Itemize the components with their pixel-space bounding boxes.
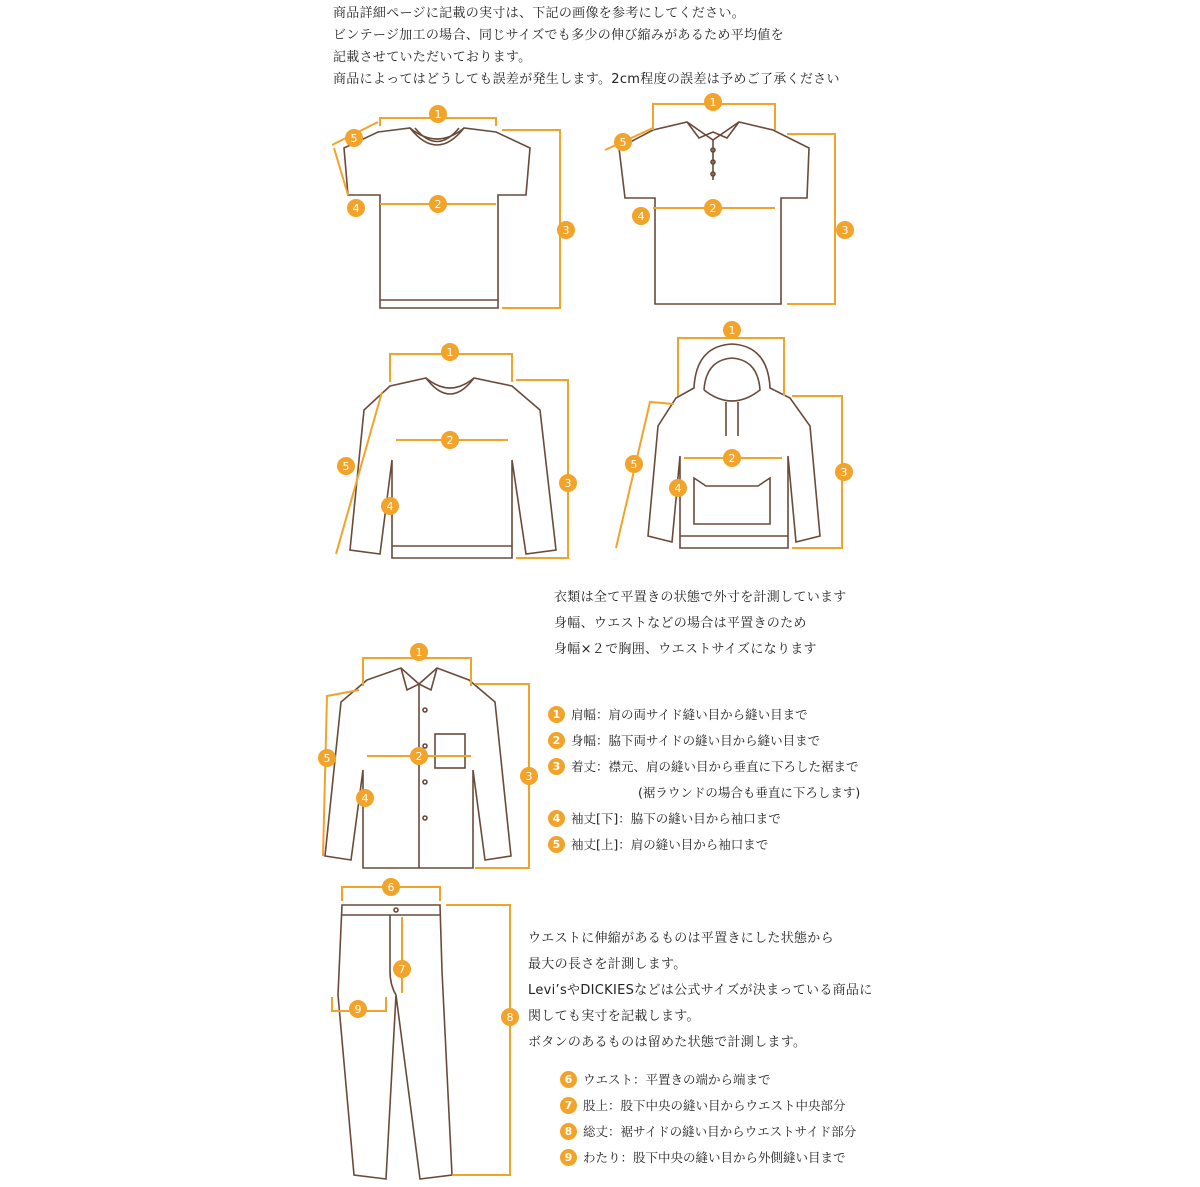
marker-badge: 5 <box>548 836 565 853</box>
pants-note-line: 関しても実寸を記載します。 <box>528 1009 700 1024</box>
intro-line: ビンテージ加工の場合、同じサイズでも多少の伸び縮みがあるため平均値を <box>333 28 784 43</box>
svg-text:5: 5 <box>342 460 350 473</box>
svg-text:2: 2 <box>446 434 454 447</box>
svg-text:1: 1 <box>728 324 736 337</box>
pants-note-line: ボタンのあるものは留めた状態で計測します。 <box>528 1035 807 1050</box>
marker-2 <box>441 431 459 449</box>
marker-badge: 6 <box>560 1071 577 1088</box>
svg-text:3: 3 <box>840 466 848 479</box>
svg-text:5: 5 <box>630 458 638 471</box>
svg-text:8: 8 <box>506 1011 514 1024</box>
legend-item-6 <box>560 1068 771 1090</box>
marker-badge: 1 <box>548 706 565 723</box>
marker-3 <box>835 463 853 481</box>
marker-2 <box>723 449 741 467</box>
marker-3 <box>557 221 575 239</box>
svg-text:3: 3 <box>841 224 849 237</box>
polo-diagram <box>595 90 865 320</box>
pants-note-line: 最大の長さを計測します。 <box>528 957 687 972</box>
svg-text:5: 5 <box>323 752 331 765</box>
marker-8 <box>501 1008 519 1026</box>
marker-5 <box>318 749 336 767</box>
marker-4 <box>347 199 365 217</box>
marker-3 <box>559 474 577 492</box>
marker-1 <box>723 321 741 339</box>
pants-note-line: ウエストに伸縮があるものは平置きにした状態から <box>528 931 834 946</box>
legend-label: 総丈：裾サイドの縫い目からウエストサイド部分 <box>583 1124 857 1139</box>
legend-item-1 <box>548 703 808 725</box>
legend-item-8 <box>560 1120 856 1142</box>
svg-text:1: 1 <box>709 96 717 109</box>
legend-item-2 <box>548 729 820 751</box>
marker-4 <box>632 207 650 225</box>
marker-3 <box>520 767 538 785</box>
marker-badge: 2 <box>548 732 565 749</box>
pants-note <box>528 927 948 1067</box>
intro-line: 記載させていただいております。 <box>333 50 532 65</box>
marker-2 <box>704 199 722 217</box>
marker-9 <box>349 1000 367 1018</box>
svg-text:3: 3 <box>562 224 570 237</box>
svg-text:4: 4 <box>637 210 645 223</box>
svg-text:2: 2 <box>728 452 736 465</box>
svg-text:4: 4 <box>361 792 369 805</box>
legend-item-9 <box>560 1146 846 1168</box>
marker-4 <box>381 497 399 515</box>
measure-note-line: 身幅×２で胸囲、ウエストサイズになります <box>554 642 817 657</box>
pants-legend <box>560 1068 920 1178</box>
legend-label: 肩幅：肩の両サイド縫い目から縫い目まで <box>571 707 808 722</box>
marker-badge: 8 <box>560 1123 577 1140</box>
marker-5 <box>625 455 643 473</box>
marker-badge: 9 <box>560 1149 577 1166</box>
svg-text:1: 1 <box>434 108 442 121</box>
svg-text:1: 1 <box>415 646 423 659</box>
legend-label: 股上：股下中央の縫い目からウエスト中央部分 <box>583 1098 846 1113</box>
shirt-diagram <box>305 640 545 875</box>
svg-text:7: 7 <box>398 963 406 976</box>
measure-note-line: 衣類は全て平置きの状態で外寸を計測しています <box>554 590 847 605</box>
tshirt-diagram <box>320 100 590 320</box>
marker-5 <box>345 129 363 147</box>
svg-text:3: 3 <box>564 477 572 490</box>
intro-text <box>333 2 933 102</box>
marker-6 <box>382 878 400 896</box>
svg-text:4: 4 <box>386 500 394 513</box>
measure-note-line: 身幅、ウエストなどの場合は平置きのため <box>554 616 807 631</box>
pants-note-line: Levi’sやDICKIESなどは公式サイズが決まっている商品に <box>528 983 873 998</box>
marker-3 <box>836 221 854 239</box>
svg-text:2: 2 <box>415 750 423 763</box>
sweatshirt-diagram <box>330 340 590 580</box>
legend-item-3 <box>548 755 859 777</box>
svg-text:6: 6 <box>387 881 395 894</box>
pants-diagram <box>320 875 530 1187</box>
svg-text:5: 5 <box>619 136 627 149</box>
legend-label: ウエスト：平置きの端から端まで <box>583 1072 771 1087</box>
marker-4 <box>669 479 687 497</box>
svg-text:3: 3 <box>525 770 533 783</box>
legend-label: わたり：股下中央の縫い目から外側縫い目まで <box>583 1150 846 1165</box>
marker-5 <box>337 457 355 475</box>
svg-text:2: 2 <box>709 202 717 215</box>
marker-badge: 3 <box>548 758 565 775</box>
marker-2 <box>429 195 447 213</box>
legend-item-5 <box>548 833 768 855</box>
legend-item-4 <box>548 807 781 829</box>
marker-2 <box>410 747 428 765</box>
legend-label: 袖丈[上]：肩の縫い目から袖口まで <box>571 837 769 852</box>
marker-badge: 4 <box>548 810 565 827</box>
marker-7 <box>393 960 411 978</box>
svg-text:1: 1 <box>446 346 454 359</box>
svg-text:4: 4 <box>352 202 360 215</box>
marker-1 <box>704 93 722 111</box>
intro-line: 商品詳細ページに記載の実寸は、下記の画像を参考にしてください。 <box>333 6 746 21</box>
svg-text:2: 2 <box>434 198 442 211</box>
marker-1 <box>410 643 428 661</box>
marker-1 <box>429 105 447 123</box>
hoodie-diagram <box>610 316 870 566</box>
legend-label: 身幅：脇下両サイドの縫い目から縫い目まで <box>571 733 821 748</box>
svg-text:4: 4 <box>674 482 682 495</box>
svg-text:5: 5 <box>350 132 358 145</box>
marker-1 <box>441 343 459 361</box>
legend-label: 着丈：襟元、肩の縫い目から垂直に下ろした裾まで <box>571 759 859 774</box>
measure-note <box>554 586 954 666</box>
svg-text:9: 9 <box>354 1003 362 1016</box>
marker-4 <box>356 789 374 807</box>
marker-5 <box>614 133 632 151</box>
top-legend <box>548 703 948 863</box>
legend-label: 袖丈[下]：脇下の縫い目から袖口まで <box>571 811 781 826</box>
intro-line: 商品によってはどうしても誤差が発生します。2cm程度の誤差は予めご了承ください <box>333 72 840 87</box>
legend-note: (裾ラウンドの場合も垂直に下ろします) <box>638 785 861 800</box>
marker-badge: 7 <box>560 1097 577 1114</box>
legend-item-7 <box>560 1094 846 1116</box>
